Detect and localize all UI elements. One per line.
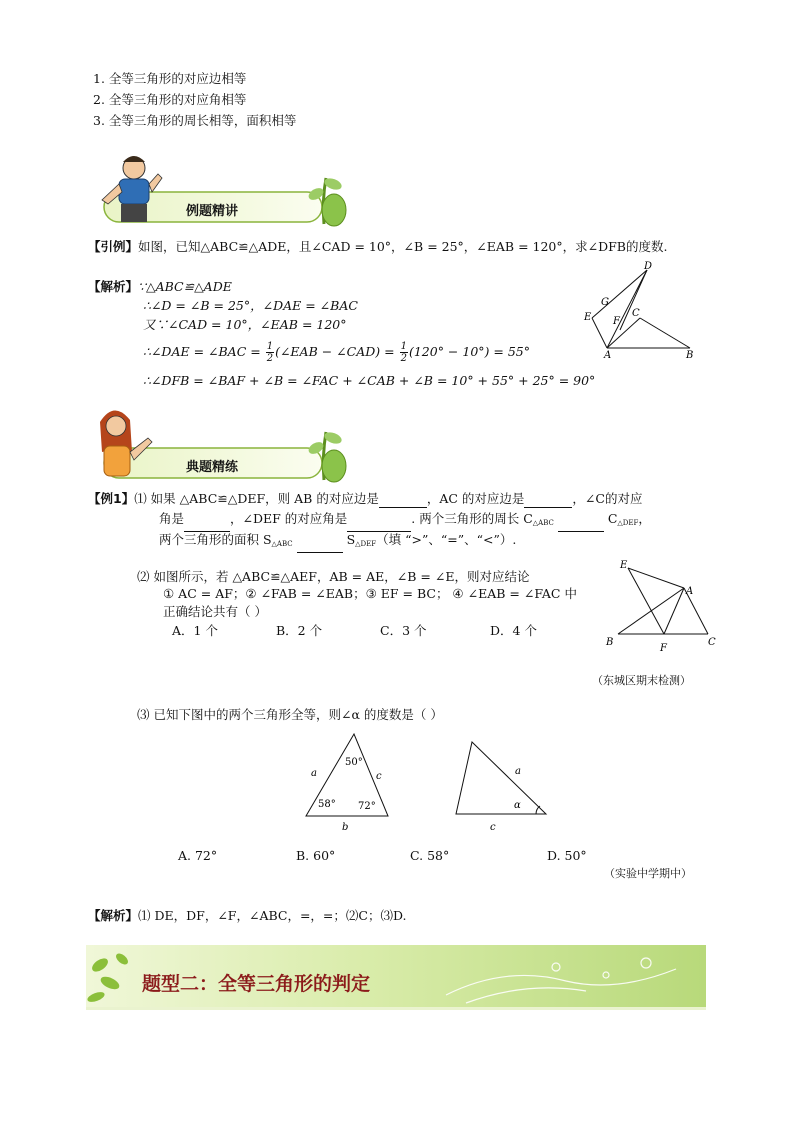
property-3: 3. 全等三角形的周长相等，面积相等 [93, 113, 297, 128]
ex1-p2-line2: ① AC = AF；② ∠FAB = ∠EAB；③ EF = BC； ④ ∠EAB = ∠FAC 中 [163, 586, 577, 601]
right-angle-alpha: α [514, 800, 521, 811]
section-title: 题型二：全等三角形的判定 [142, 973, 371, 995]
ex1-p2-option-c[interactable]: C．3 个 [380, 623, 427, 638]
ex1-tag: 【例1】 [88, 491, 135, 506]
left-angle-top: 50° [345, 757, 363, 768]
intro-example [88, 238, 667, 256]
half-fraction: $\frac{1}{2}$ [400, 341, 407, 364]
banner-title: 例题精讲 [186, 204, 239, 219]
analysis2-text: ⑴ DE，DF，∠F，∠ABC，=，=；⑵C；⑶D. [138, 908, 407, 923]
label-G: G [601, 297, 609, 308]
label-E: E [584, 312, 592, 323]
label-A: A [686, 586, 694, 597]
ex1-p2-line1: ⑵ 如图所示，若 △ABC≌△AEF，AB = AE，∠B = ∠E，则对应结论 [137, 569, 530, 584]
analysis1-line2: ∴∠D = ∠B = 25°，∠DAE = ∠BAC [143, 298, 358, 313]
label-D: D [644, 261, 653, 272]
section-banner [86, 945, 706, 1013]
ex1-p3-option-d[interactable]: D. 50° [547, 848, 587, 863]
property-2: 2. 全等三角形的对应角相等 [93, 92, 247, 107]
analysis1-line5: ∴∠DFB = ∠BAF + ∠B = ∠FAC + ∠CAB + ∠B = 10° + 55° + 25° = 90° [143, 373, 596, 388]
ex1-p3-option-c[interactable]: C. 58° [410, 848, 450, 863]
intro-tag: 【引例】 [88, 239, 139, 254]
figure-congruent-triangles [300, 730, 560, 834]
analysis2-tag: 【解析】 [88, 908, 139, 923]
label-F: F [613, 316, 620, 327]
label-C: C [708, 637, 716, 648]
figure-triangles-ade-abc [580, 258, 700, 363]
ex1-p3-option-b[interactable]: B. 60° [296, 848, 336, 863]
left-angle-left: 58° [318, 799, 336, 810]
label-B: B [686, 350, 694, 361]
ex1-p2-option-d[interactable]: D．4 个 [490, 623, 537, 638]
left-side-b: b [342, 822, 349, 833]
answer-blank[interactable] [379, 493, 427, 508]
answer-blank[interactable] [524, 493, 572, 508]
analysis2 [88, 907, 407, 925]
intro-text: 如图，已知△ABC≌△ADE，且∠CAD = 10°，∠B = 25°，∠EAB = 120°，求∠DFB的度数. [138, 239, 668, 254]
label-C: C [632, 308, 640, 319]
banner-example-explanation [86, 150, 356, 230]
right-side-a: a [515, 766, 521, 777]
label-B: B [606, 637, 614, 648]
answer-blank[interactable] [297, 538, 343, 553]
answer-blank[interactable] [558, 517, 604, 532]
label-F: F [660, 643, 667, 652]
label-E: E [620, 560, 628, 571]
left-side-a: a [311, 768, 317, 779]
ex1-p2-line3: 正确结论共有（ ） [163, 604, 267, 619]
ex1-p1-line2: 角是 ，∠DEF 的对应角是 . 两个三角形的周长 $C_{\triangle ABC}$ $C_{\triangle DEF}$， [159, 510, 651, 532]
label-A: A [604, 350, 612, 361]
answer-blank[interactable] [184, 517, 230, 532]
ex1-p1-line3: 两个三角形的面积 $S_{\triangle ABC}$ $S_{\triangle DEF}$（填 “>”、“=”、“<”）. [159, 531, 516, 553]
banner-title: 典题精练 [186, 460, 239, 475]
ex1-p3-line1: ⑶ 已知下图中的两个三角形全等，则∠α 的度数是（ ） [137, 707, 443, 722]
ex1-p2-source: （东城区期末检测） [592, 674, 691, 687]
ex1-p2-option-b[interactable]: B．2 个 [276, 623, 323, 638]
ex1-p2-option-a[interactable]: A．1 个 [172, 623, 218, 638]
banner-practice [86, 402, 356, 484]
left-side-c: c [376, 771, 382, 782]
figure-triangles-abc-aef [600, 556, 720, 652]
analysis1-line4: ∴∠DAE = ∠BAC = $\frac{1}{2}$ (∠EAB − ∠CAD) = $\frac{1}{2}$ (120° − 10°) = 55° [143, 341, 530, 364]
ex1-p1-line1: 【例1】⑴ 如果 △ABC≌△DEF，则 AB 的对应边是 ，AC 的对应边是 ，∠C的对应 [88, 491, 643, 506]
half-fraction: $\frac{1}{2}$ [266, 341, 274, 364]
ex1-p3-option-a[interactable]: A. 72° [178, 848, 218, 863]
analysis1-tag: 【解析】 [88, 279, 139, 294]
analysis1-line3: 又∵∠CAD = 10°，∠EAB = 120° [143, 317, 347, 332]
analysis1-line1: 【解析】∵△ABC≌△ADE [88, 279, 232, 294]
ex1-p3-source: （实验中学期中） [604, 867, 692, 880]
property-1: 1. 全等三角形的对应边相等 [93, 71, 247, 86]
right-side-c: c [490, 822, 496, 833]
answer-blank[interactable] [347, 517, 411, 532]
left-angle-right: 72° [358, 801, 376, 812]
